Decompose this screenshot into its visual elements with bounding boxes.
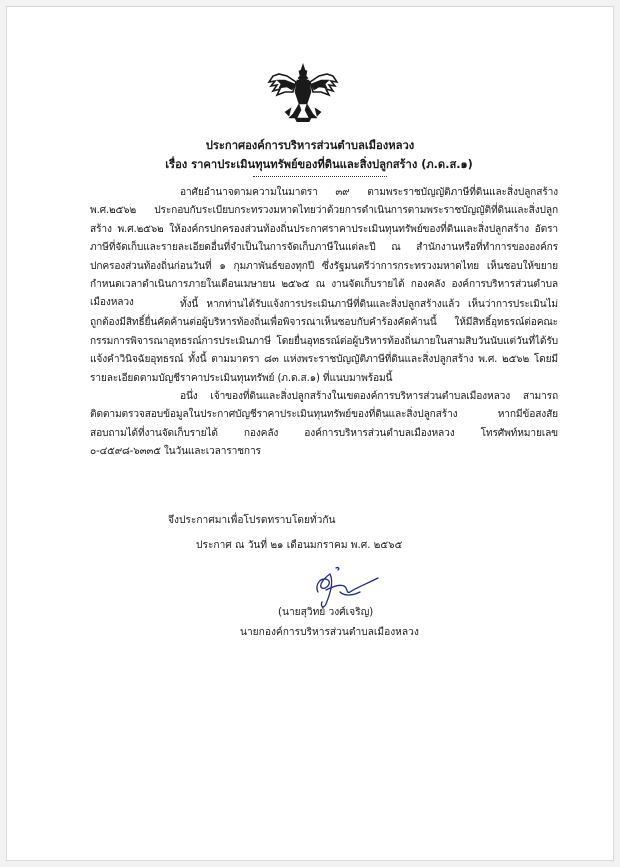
signer-name: (นายสุวิทย์ วงศ์เจริญ) [278,607,374,618]
signer-title: นายกองค์การบริหารส่วนตำบลเมืองหลวง [240,627,419,638]
closing-statement: จึงประกาศมาเพื่อโปรดทราบโดยทั่วกัน [168,515,336,526]
announcement-date: ประกาศ ณ วันที่ ๒๑ เดือนมกราคม พ.ศ. ๒๕๖๕ [196,540,403,551]
paragraph-1-text: อาศัยอำนาจตามความในมาตรา ๓๙ ตามพระราชบัญญัติภาษีที่ดินและสิ่งปลูกสร้าง พ.ศ.๒๕๖๒ ประกอบกับระเบียบกระทรวงมหาดไทยว่าด้วยการดำเนินการตามพระราชบัญญัติที่ดินและสิ่งปลูกสร้าง พ.ศ.๒๕๖๒ ให้องค์กรปกครองส่วนท้องถิ่นประกาศราคาประเมินทุนทรัพย์ของที่ดินและสิ่งปลูกสร้าง อัตราภาษีที่จัดเก็บและรายละเอียดอื่นที่จำเป็นในการจัดเก็บภาษีในแต่ละปี ณ สำนักงานหรือที่ทำการขององค์กรปกครองส่วนท้องถิ่นก่อนวันที่ ๑ กุมภาพันธ์ของทุกปี ซึ่งรัฐมนตรีว่าการกระทรวงมหาดไทย เห็นชอบให้ขยายกำหนดเวลาดำเนินการภายในเดือนเมษายน ๒๕๖๕ ณ งานจัดเก็บรายได้ กองคลัง องค์การบริหารส่วนตำบลเมืองหลวง [90,187,558,309]
document-heading [0,136,620,174]
document-title: ประกาศองค์การบริหารส่วนตำบลเมืองหลวง [205,139,415,152]
paragraph-3 [90,388,558,462]
document-subject: เรื่อง ราคาประเมินทุนทรัพย์ของที่ดินและสิ่งปลูกสร้าง (ภ.ด.ส.๑) [165,158,473,171]
paragraph-2-text: ทั้งนี้ หากท่านได้รับแจ้งการประเมินภาษีที่ดินและสิ่งปลูกสร้างแล้ว เห็นว่าการประเมินไม่ถูกต้องมีสิทธิ์ยื่นคัดค้านต่อผู้บริหารท้องถิ่นเพื่อพิจารณาเห็นชอบกับคำร้องคัดค้านนี้ ให้มีสิทธิ์อุทธรณ์ต่อคณะกรรมการพิจารณาอุทธรณ์การประเมินภาษี โดยยื่นอุทธรณ์ต่อผู้บริหารท้องถิ่นภายในสามสิบวันนับแต่วันที่ได้รับแจ้งคำวินิจฉัยอุทธรณ์ ทั้งนี้ ตามมาตรา ๘๓ แห่งพระราชบัญญัติภาษีที่ดินและสิ่งปลูกสร้าง พ.ศ. ๒๕๖๒ โดยมีรายละเอียดตามบัญชีราคาประเมินทุนทรัพย์ (ภ.ด.ส.๑) ที่แนบมาพร้อมนี้ [90,299,558,384]
paragraph-3-text: อนึ่ง เจ้าของที่ดินและสิ่งปลูกสร้างในเขตองค์การบริหารส่วนตำบลเมืองหลวง สามารถติดตามตรวจสอบข้อมูลในประกาศบัญชีราคาประเมินทุนทรัพย์ของที่ดินและสิ่งปลูกสร้าง หากมีข้อสงสัย สอบถามได้ที่งานจัดเก็บรายได้ กองคลัง องค์การบริหารส่วนตำบลเมืองหลวง โทรศัพท์หมายเลข ๐-๔๕๙๘-๖๓๓๕ ในวันและเวลาราชการ [90,391,558,458]
paragraph-2 [90,296,558,388]
paragraph-1 [90,184,558,313]
garuda-emblem-icon [265,62,341,122]
title-separator [253,176,387,177]
